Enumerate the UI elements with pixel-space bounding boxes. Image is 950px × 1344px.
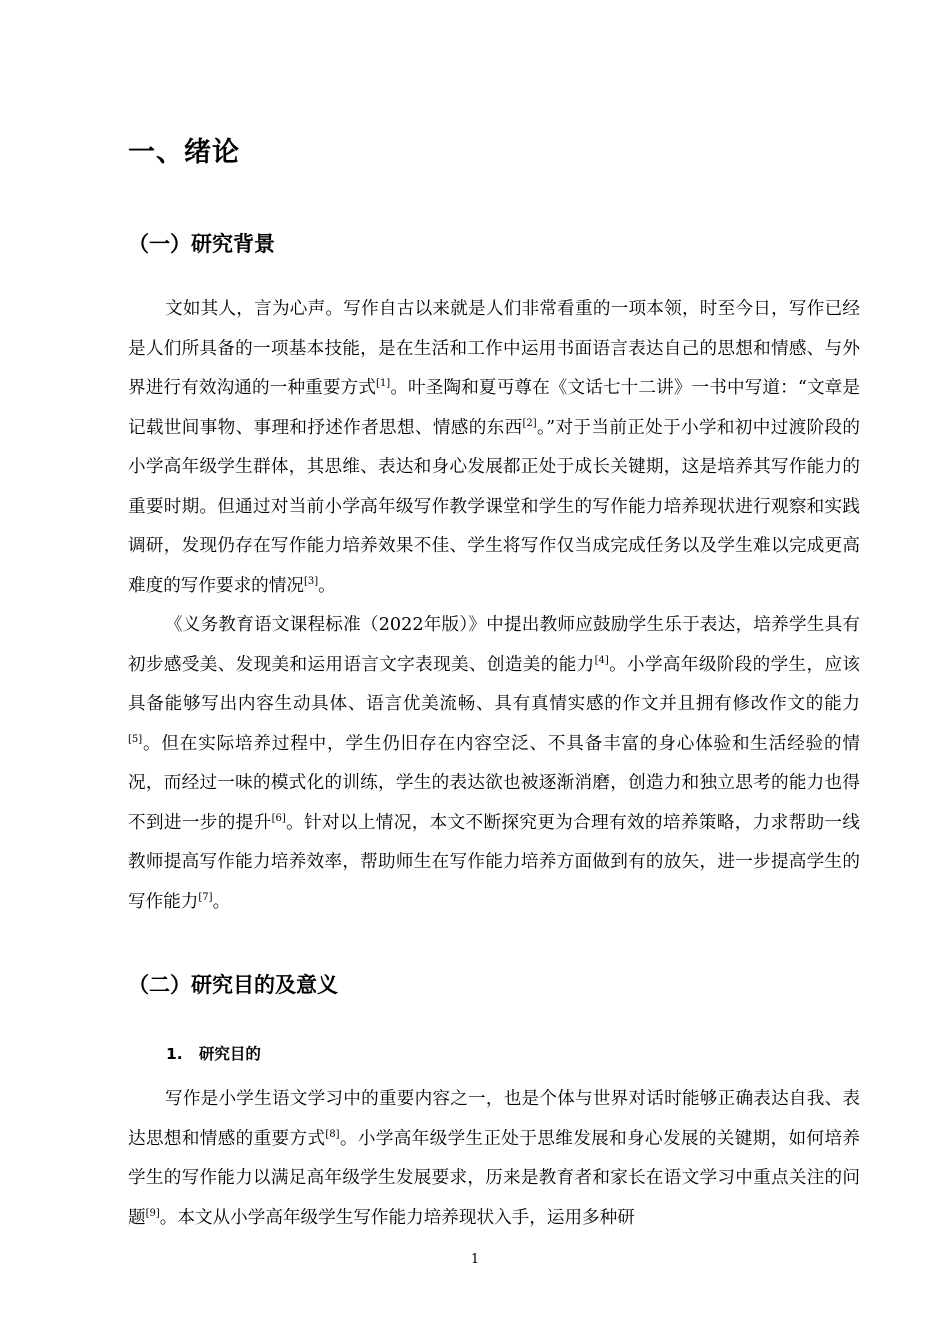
- paragraph-background-2: [128, 606, 860, 922]
- paragraph-text: 。: [318, 575, 336, 596]
- paragraph-text: 。叶圣陶和夏丏尊在《文话七十二讲》一书中写道：“文章是记载世间事物、事理和抒述作者思想、情感的东西: [128, 378, 860, 438]
- paragraph-purpose-1: [128, 1080, 860, 1238]
- paragraph-text: 。针对以上情况，本文不断探究更为合理有效的培养策略，力求帮助一线教师提高写作能力培养效率，帮助师生在写作能力培养方面做到有的放矢，进一步提高学生的写作能力: [128, 812, 860, 912]
- paragraph-text: 。本文从小学高年级学生写作能力培养现状入手，运用多种研: [159, 1207, 635, 1228]
- paragraph-text: 写作是小学生语文学习中的重要内容之一，也是个体与世界对话时能够正确表达自我、表达思想和情感的重要方式: [128, 1089, 860, 1149]
- citation-marker: [7]: [198, 891, 213, 903]
- paragraph-text: 。但在实际培养过程中，学生仍旧存在内容空泛、不具备丰富的身心体验和生活经验的情况，而经过一味的模式化的训练，学生的表达欲也被逐渐消磨，创造力和独立思考的能力也得不到进一步的提升: [128, 733, 860, 833]
- paragraph-text: 。: [212, 891, 231, 912]
- citation-marker: [1]: [376, 378, 391, 390]
- section-title-purpose: （二）研究目的及意义: [128, 973, 338, 997]
- paragraph-text: 。小学高年级学生正处于思维发展和身心发展的关键期，如何培养学生的写作能力以满足高年级学生发展要求，历来是教育者和家长在语文学习中重点关注的问题: [128, 1128, 860, 1228]
- page-number: 1: [470, 1252, 480, 1267]
- citation-marker: [8]: [325, 1128, 340, 1140]
- paragraph-text: 。”对于当前正处于小学和初中过渡阶段的小学高年级学生群体，其思维、表达和身心发展都正处于成长关键期，这是培养其写作能力的重要时期。但通过对当前小学高年级写作教学课堂和学生的写作能力培养现状进行观察和实践调研，发现仍存在写作能力培养效果不佳、学生将写作仅当成完成任务以及学生难以完成更高难度的写作要求的情况: [128, 417, 860, 596]
- citation-marker: [9]: [145, 1207, 160, 1219]
- paragraph-text: 。小学高年级阶段的学生，应该具备能够写出内容生动具体、语言优美流畅、具有真情实感的作文并且拥有修改作文的能力: [128, 654, 860, 714]
- chapter-title: 一、绪论: [128, 137, 240, 168]
- citation-marker: [5]: [128, 733, 143, 745]
- citation-marker: [4]: [594, 654, 609, 666]
- paragraph-text: 《义务教育语文课程标准（2022年版）》中提出教师应鼓励学生乐于表达，培养学生具有初步感受美、发现美和运用语言文字表现美、创造美的能力: [128, 615, 860, 675]
- citation-marker: [2]: [522, 417, 537, 429]
- paragraph-background-1: [128, 290, 860, 606]
- section-title-background: （一）研究背景: [128, 232, 275, 256]
- citation-marker: [6]: [271, 812, 286, 824]
- subsection-title-purpose: 1. 研究目的: [166, 1045, 261, 1063]
- citation-marker: [3]: [303, 575, 319, 587]
- paragraph-text: 文如其人，言为心声。写作自古以来就是人们非常看重的一项本领，时至今日，写作已经是人们所具备的一项基本技能，是在生活和工作中运用书面语言表达自己的思想和情感、与外界进行有效沟通的一种重要方式: [128, 299, 860, 398]
